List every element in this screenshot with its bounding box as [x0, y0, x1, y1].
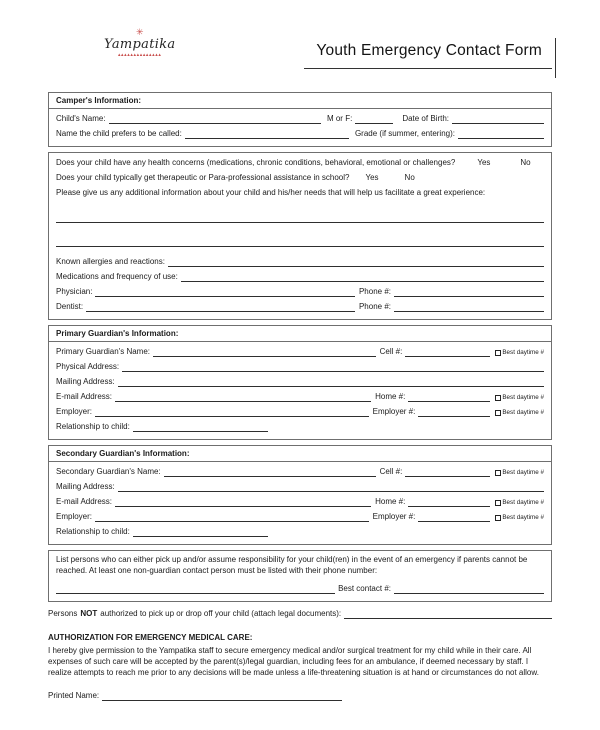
secondary-home-best-label: Best daytime #	[502, 499, 544, 506]
primary-mailing-row	[56, 377, 544, 387]
secondary-employer-no-label: Employer #:	[372, 512, 416, 521]
primary-guardian-section	[48, 325, 552, 440]
physical-address-field[interactable]	[122, 363, 544, 372]
secondary-relationship-label: Relationship to child:	[56, 527, 130, 536]
health-info-section	[48, 152, 552, 320]
pickup-section	[48, 550, 552, 602]
secondary-relationship-field[interactable]	[133, 528, 268, 537]
secondary-mailing-field[interactable]	[118, 483, 544, 492]
dentist-row	[56, 302, 544, 312]
preferred-name-label: Name the child prefers to be called:	[56, 129, 182, 138]
allergies-field[interactable]	[168, 258, 544, 267]
physician-phone-label: Phone #:	[358, 287, 391, 296]
best-contact-field[interactable]	[394, 585, 544, 594]
printed-name-row	[48, 691, 552, 701]
best-contact-row	[56, 584, 544, 594]
gender-label: M or F:	[326, 114, 353, 123]
secondary-mailing-row	[56, 482, 544, 492]
primary-email-field[interactable]	[115, 393, 371, 402]
not-authorized-field[interactable]	[344, 610, 552, 619]
secondary-cell-best-checkbox[interactable]	[495, 470, 501, 476]
camper-section-title: Camper's Information:	[49, 93, 551, 109]
secondary-section-title: Secondary Guardian's Information:	[49, 446, 551, 462]
physician-phone-field[interactable]	[394, 288, 544, 297]
dentist-phone-field[interactable]	[394, 303, 544, 312]
q2-yes-option[interactable]: Yes	[365, 173, 379, 182]
preferred-name-field[interactable]	[185, 130, 349, 139]
additional-info-line-1[interactable]	[56, 214, 544, 223]
authorization-section	[48, 633, 552, 701]
primary-email-row	[56, 392, 544, 402]
secondary-name-field[interactable]	[164, 468, 376, 477]
physical-address-label: Physical Address:	[56, 362, 120, 371]
medications-row	[56, 272, 544, 282]
allergies-row	[56, 257, 544, 267]
primary-home-best-checkbox[interactable]	[495, 395, 501, 401]
q1-no-option[interactable]: No	[520, 158, 531, 167]
physician-row	[56, 287, 544, 297]
primary-cell-best-checkbox[interactable]	[495, 350, 501, 356]
allergies-label: Known allergies and reactions:	[56, 257, 165, 266]
not-authorized-post: authorized to pick up or drop off your child (attach legal documents):	[100, 609, 342, 618]
primary-relationship-field[interactable]	[133, 423, 268, 432]
medications-field[interactable]	[181, 273, 544, 282]
dob-field[interactable]	[452, 115, 544, 124]
primary-relationship-row	[56, 422, 544, 432]
primary-section-title: Primary Guardian's Information:	[49, 326, 551, 342]
not-authorized-pre: Persons	[48, 609, 78, 618]
physician-label: Physician:	[56, 287, 93, 296]
secondary-guardian-section	[48, 445, 552, 545]
dentist-field[interactable]	[86, 303, 355, 312]
primary-employer-field[interactable]	[95, 408, 369, 417]
camper-preferred-row	[56, 129, 544, 139]
grade-field[interactable]	[458, 130, 544, 139]
secondary-employer-best-label: Best daytime #	[502, 514, 544, 521]
secondary-employer-no-field[interactable]	[418, 513, 490, 522]
primary-employer-best-checkbox[interactable]	[495, 410, 501, 416]
secondary-email-field[interactable]	[115, 498, 371, 507]
primary-home-label: Home #:	[375, 392, 406, 401]
best-contact-label: Best contact #:	[338, 584, 391, 593]
q1-yes-option[interactable]: Yes	[477, 158, 491, 167]
secondary-employer-field[interactable]	[95, 513, 369, 522]
primary-home-best-label: Best daytime #	[502, 394, 544, 401]
additional-info-line-2-row	[56, 238, 544, 247]
camper-name-row	[56, 114, 544, 124]
health-question-1-row	[56, 158, 544, 168]
secondary-employer-row	[56, 512, 544, 522]
printed-name-label: Printed Name:	[48, 691, 100, 700]
child-name-label: Child's Name:	[56, 114, 106, 123]
physical-address-row	[56, 362, 544, 372]
health-question-2-row	[56, 173, 544, 183]
secondary-email-label: E-mail Address:	[56, 497, 113, 506]
secondary-mailing-label: Mailing Address:	[56, 482, 115, 491]
secondary-relationship-row	[56, 527, 544, 537]
medications-label: Medications and frequency of use:	[56, 272, 178, 281]
secondary-cell-best-label: Best daytime #	[502, 469, 544, 476]
title-right-rule	[555, 38, 557, 78]
dentist-phone-label: Phone #:	[358, 302, 391, 311]
gender-field[interactable]	[355, 115, 393, 124]
pickup-person-field[interactable]	[56, 585, 335, 594]
grade-label: Grade (if summer, entering):	[354, 129, 455, 138]
primary-name-row	[56, 347, 544, 357]
logo-trim-icons: ▴▴▴▴▴▴▴▴▴▴▴▴▴▴	[117, 52, 162, 58]
primary-employer-label: Employer:	[56, 407, 93, 416]
form-title-block	[304, 42, 552, 69]
primary-relationship-label: Relationship to child:	[56, 422, 130, 431]
additional-info-label: Please give us any additional information about your child and his/her needs that will help us facilitate a great experience:	[56, 188, 486, 197]
sunburst-icon: ✳	[135, 27, 144, 37]
header	[48, 26, 552, 82]
primary-cell-field[interactable]	[405, 348, 490, 357]
primary-cell-label: Cell #:	[379, 347, 403, 356]
primary-employer-best-label: Best daytime #	[502, 409, 544, 416]
additional-info-line-2[interactable]	[56, 238, 544, 247]
logo-name: Yampatika	[104, 37, 176, 52]
primary-cell-best-label: Best daytime #	[502, 349, 544, 356]
page-title: Youth Emergency Contact Form	[316, 42, 542, 59]
secondary-employer-best-checkbox[interactable]	[495, 515, 501, 521]
secondary-home-best-checkbox[interactable]	[495, 500, 501, 506]
child-name-field[interactable]	[109, 115, 321, 124]
secondary-employer-label: Employer:	[56, 512, 93, 521]
primary-name-label: Primary Guardian's Name:	[56, 347, 150, 356]
additional-info-row	[56, 188, 544, 198]
health-question-1: Does your child have any health concerns (medications, chronic conditions, behavioral, emotional or challenges?	[56, 158, 456, 167]
not-authorized-row	[48, 609, 552, 619]
printed-name-field[interactable]	[102, 692, 342, 701]
primary-employer-row	[56, 407, 544, 417]
primary-employer-no-label: Employer #:	[372, 407, 416, 416]
secondary-name-row	[56, 467, 544, 477]
q2-no-option[interactable]: No	[404, 173, 415, 182]
physician-field[interactable]	[95, 288, 355, 297]
camper-info-section	[48, 92, 552, 147]
secondary-name-label: Secondary Guardian's Name:	[56, 467, 161, 476]
secondary-email-row	[56, 497, 544, 507]
secondary-home-field[interactable]	[408, 498, 490, 507]
yampatika-logo	[104, 28, 175, 58]
not-authorized-bold: NOT	[80, 609, 98, 618]
primary-email-label: E-mail Address:	[56, 392, 113, 401]
health-question-2: Does your child typically get therapeutic or Para-professional assistance in school?	[56, 173, 350, 182]
secondary-cell-label: Cell #:	[379, 467, 403, 476]
secondary-cell-field[interactable]	[405, 468, 490, 477]
primary-name-field[interactable]	[153, 348, 376, 357]
additional-info-line-1-row	[56, 214, 544, 223]
dob-label: Date of Birth:	[402, 114, 449, 123]
secondary-home-label: Home #:	[375, 497, 406, 506]
primary-mailing-label: Mailing Address:	[56, 377, 115, 386]
primary-home-field[interactable]	[408, 393, 490, 402]
authorization-title: AUTHORIZATION FOR EMERGENCY MEDICAL CARE:	[48, 633, 253, 642]
authorization-body: I hereby give permission to the Yampatika staff to secure emergency medical and/or surgical treatment for my child while in their care. All expenses of such care will be accepted by the parent(s)/legal guardian, including fees for an ambulance, if deemed necessary by staff. I realize attempts to reach me prior to any decisions will be made unless a life-threatening situation is at hand or circumstances do not allow.	[48, 646, 539, 677]
primary-employer-no-field[interactable]	[418, 408, 490, 417]
primary-mailing-field[interactable]	[118, 378, 544, 387]
pickup-instructions: List persons who can either pick up and/or assume responsibility for your child(ren) in the event of an emergency if parents cannot be reached. At least one non-guardian contact person must be listed with their phone number:	[56, 555, 528, 575]
dentist-label: Dentist:	[56, 302, 84, 311]
